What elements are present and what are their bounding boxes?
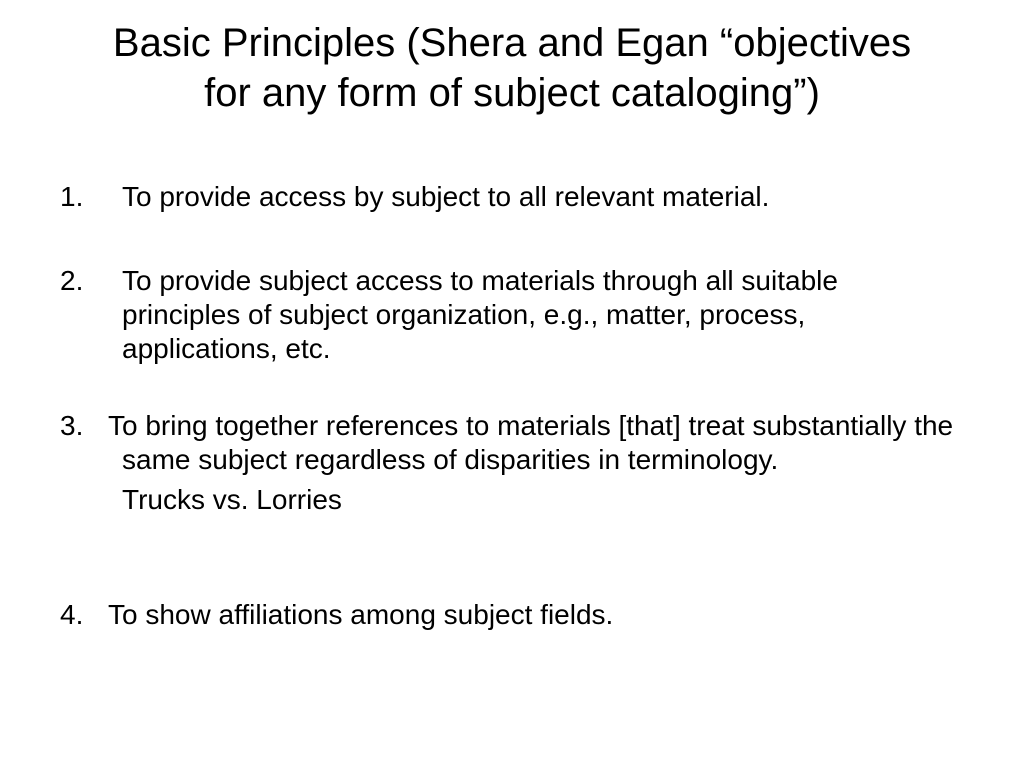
list-item-text: To bring together references to materials [that] treat substantially the same subject regardless of disparities in terminology.: [108, 410, 954, 475]
list-item-number: 4.: [60, 599, 84, 630]
list-item-number: 1.: [60, 181, 84, 212]
list-item-2: [60, 264, 960, 366]
slide-title: Basic Principles (Shera and Egan “objectives for any form of subject cataloging”): [112, 21, 912, 115]
list-item-text: To show affiliations among subject fields.: [108, 599, 614, 630]
list-item-example: Trucks vs. Lorries: [122, 484, 342, 515]
list-item-4: [60, 598, 960, 632]
list-item-1: [60, 180, 960, 214]
list-item-number: 2.: [60, 265, 84, 296]
list-item-text: To provide access by subject to all relevant material.: [122, 181, 770, 212]
list-item-number: 3.: [60, 410, 84, 441]
list-item-text: To provide subject access to materials through all suitable principles of subject organization, e.g., matter, process, applications, etc.: [122, 265, 838, 364]
list-item-3: [60, 409, 960, 517]
